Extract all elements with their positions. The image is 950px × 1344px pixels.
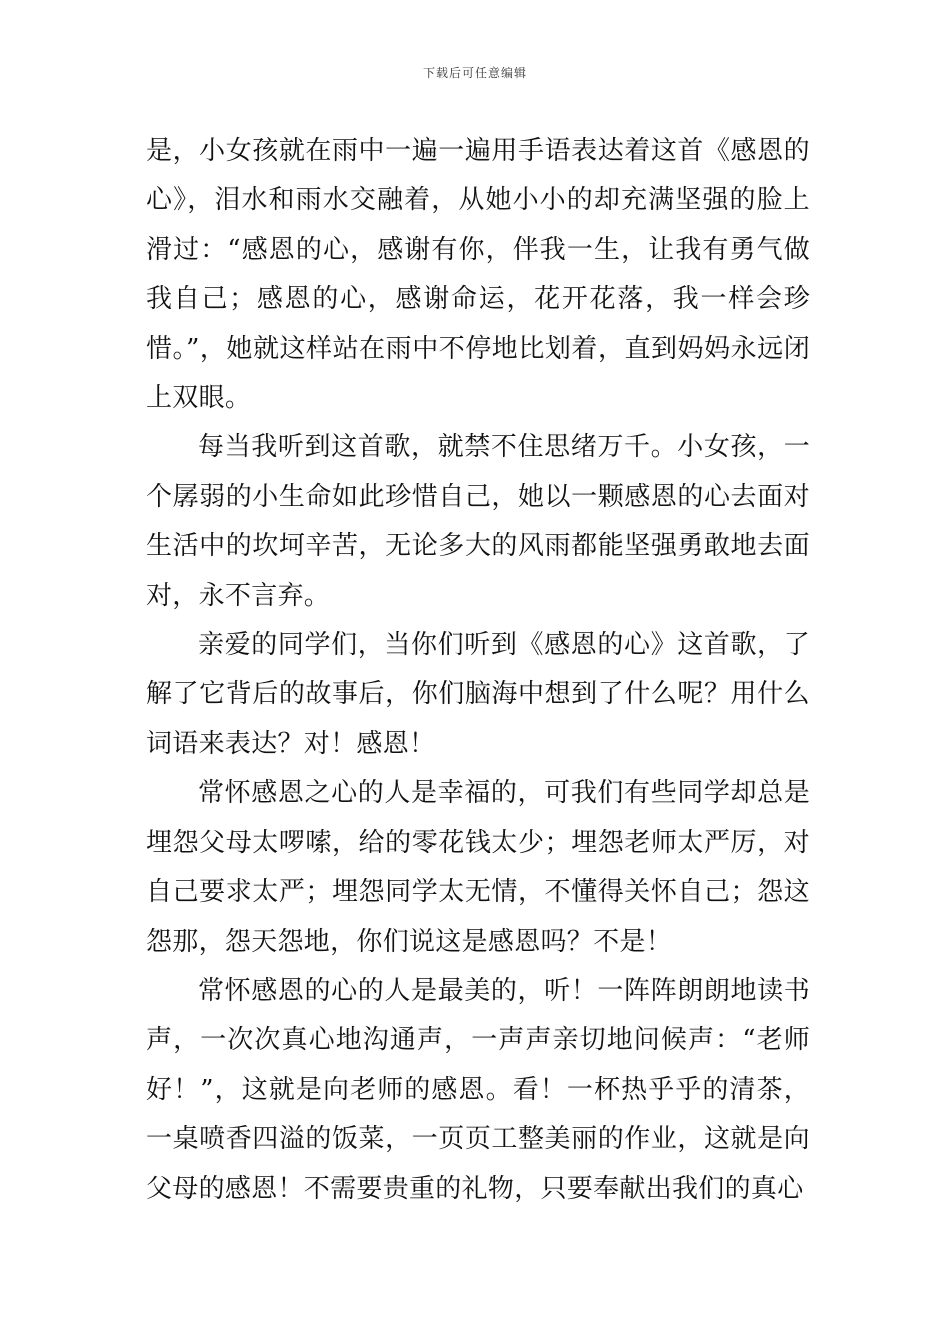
paragraph-2: 每当我听到这首歌，就禁不住思绪万千。小女孩，一个孱弱的小生命如此珍惜自己，她以一颗感恩的心去面对生活中的坎坷辛苦，无论多大的风雨都能坚强勇敢地去面对，永不言弃。 xyxy=(146,432,810,611)
page-header: 下载后可任意编辑 xyxy=(422,66,527,80)
paragraph-1: 是，小女孩就在雨中一遍一遍用手语表达着这首《感恩的心》，泪水和雨水交融着，从她小小的却充满坚强的脸上滑过：“感恩的心，感谢有你，伴我一生，让我有勇气做我自己；感恩的心，感谢命运，花开花落，我一样会珍惜。”，她就这样站在雨中不停地比划着，直到妈妈永远闭上双眼。 xyxy=(146,136,810,414)
paragraph-4: 常怀感恩之心的人是幸福的，可我们有些同学却总是埋怨父母太啰嗦，给的零花钱太少；埋怨老师太严厉，对自己要求太严；埋怨同学太无情，不懂得关怀自己；怨这怨那，怨天怨地，你们说这是感恩吗？不是！ xyxy=(146,778,810,957)
paragraph-3: 亲爱的同学们，当你们听到《感恩的心》这首歌，了解了它背后的故事后，你们脑海中想到了什么呢？用什么词语来表达？对！感恩！ xyxy=(146,630,810,759)
paragraph-5: 常怀感恩的心的人是最美的，听！一阵阵朗朗地读书声，一次次真心地沟通声，一声声亲切地问候声：“老师好！”，这就是向老师的感恩。看！一杯热乎乎的清茶，一桌喷香四溢的饭菜，一页页工整美丽的作业，这就是向父母的感恩！不需要贵重的礼物，只要奉献出我们的真心 xyxy=(146,975,810,1204)
document-body xyxy=(146,127,810,1214)
